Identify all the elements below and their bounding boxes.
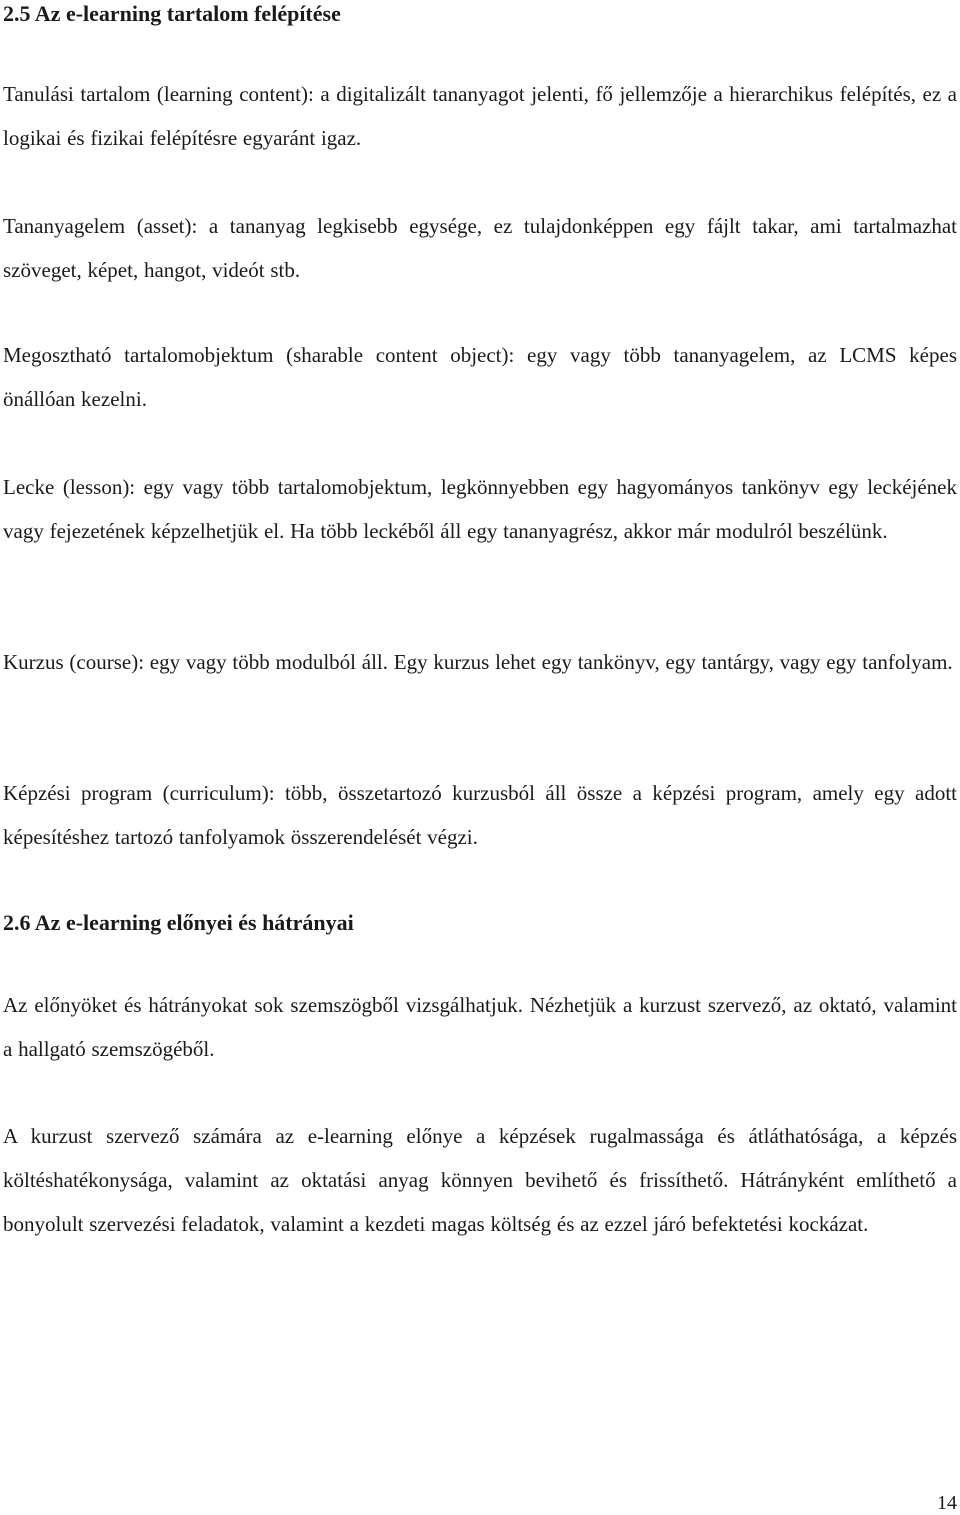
section-heading-2-6: 2.6 Az e-learning előnyei és hátrányai	[3, 910, 354, 935]
paragraph-course: Kurzus (course): egy vagy több modulból áll. Egy kurzus lehet egy tankönyv, egy tantárgy, vagy egy tanfolyam.	[3, 650, 953, 674]
paragraph-sharable-content-object: Megosztható tartalomobjektum (sharable content object): egy vagy több tananyagelem, az LCMS képes önállóan kezelni.	[3, 343, 957, 411]
paragraph-lesson: Lecke (lesson): egy vagy több tartalomobjektum, legkönnyebben egy hagyományos tankönyv egy leckéjének vagy fejezetének képzelhetjük el. Ha több leckéből áll egy tananyagrész, akkor már modulról beszélünk.	[3, 475, 957, 543]
paragraph-learning-content: Tanulási tartalom (learning content): a digitalizált tananyagot jelenti, fő jellemzője a hierarchikus felépítés, ez a logikai és fizikai felépítésre egyaránt igaz.	[3, 82, 957, 150]
page-number: 14	[937, 1492, 957, 1514]
paragraph-asset: Tananyagelem (asset): a tananyag legkisebb egysége, ez tulajdonképpen egy fájlt takar, ami tartalmazhat szöveget, képet, hangot, videót stb.	[3, 214, 957, 282]
section-heading-2-5: 2.5 Az e-learning tartalom felépítése	[3, 1, 341, 26]
paragraph-perspectives: Az előnyöket és hátrányokat sok szemszögből vizsgálhatjuk. Nézhetjük a kurzust szervező, az oktató, valamint a hallgató szemszögéből.	[3, 993, 957, 1061]
paragraph-organizer-pros-cons: A kurzust szervező számára az e-learning előnye a képzések rugalmassága és átláthatósága, a képzés költéshatékonysága, valamint az oktatási anyag könnyen bevihető és frissíthető. Hátrányként említhető a bonyolult szervezési feladatok, valamint a kezdeti magas költség és az ezzel járó befektetési kockázat.	[3, 1124, 957, 1236]
paragraph-curriculum: Képzési program (curriculum): több, összetartozó kurzusból áll össze a képzési program, amely egy adott képesítéshez tartozó tanfolyamok összerendelését végzi.	[3, 781, 957, 849]
